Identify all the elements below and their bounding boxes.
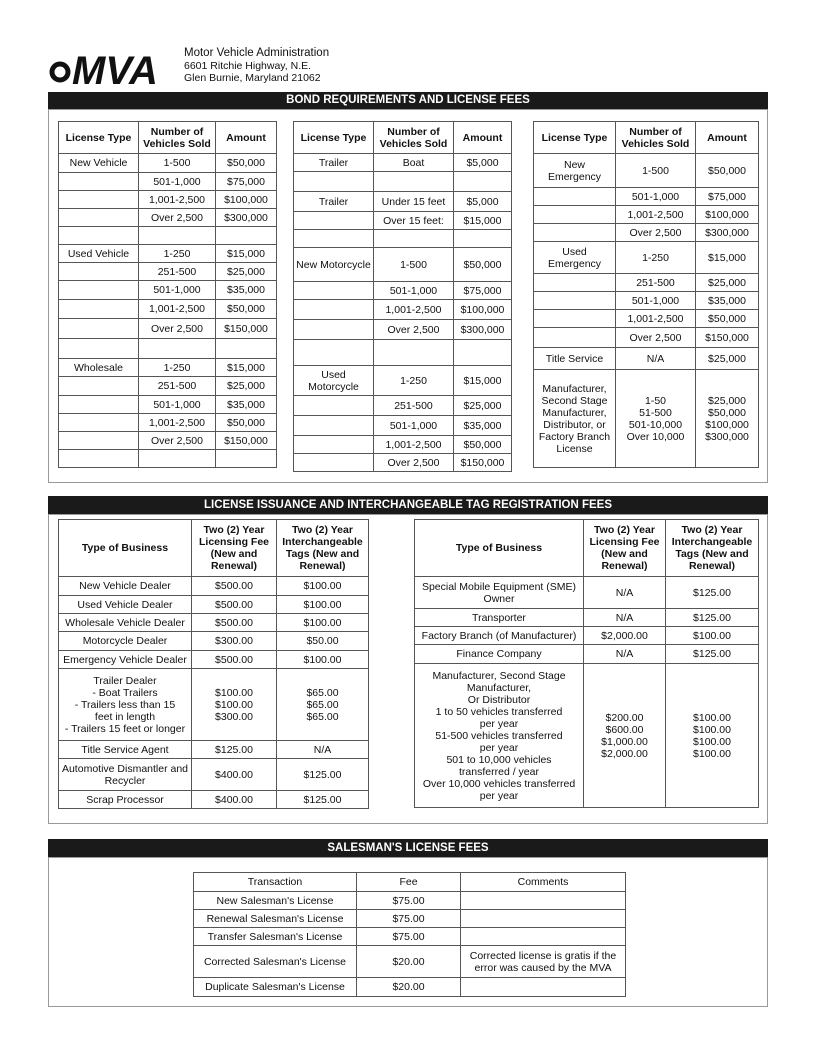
amount: $100,000 xyxy=(454,300,512,320)
line: feet in length xyxy=(94,710,156,723)
amount: $35,000 xyxy=(696,292,759,310)
amount: $150,000 xyxy=(696,328,759,348)
amount: $50,000 xyxy=(216,154,277,173)
col-license-type: License Type xyxy=(534,122,616,154)
business-type: New Vehicle Dealer xyxy=(59,577,192,596)
comment xyxy=(461,978,626,997)
amount: $100,000 xyxy=(705,418,749,431)
vehicles-sold: 501-1,000 xyxy=(374,282,454,300)
vehicles-sold: 251-500 xyxy=(139,377,216,396)
amount: $75,000 xyxy=(454,282,512,300)
vehicles-sold: 501-1,000 xyxy=(616,292,696,310)
tag-fee: $125.00 xyxy=(277,791,369,809)
comment: Corrected license is gratis if the error was caused by the MVA xyxy=(461,946,626,978)
tag-fee: $100.00 xyxy=(277,577,369,596)
amount: $100,000 xyxy=(216,191,277,209)
amount: $75,000 xyxy=(216,173,277,191)
vehicles-sold: Over 10,000 xyxy=(626,430,685,443)
licensing-fee: $2,000.00 xyxy=(584,627,666,645)
license-type: New Emergency xyxy=(534,154,616,188)
vehicles-sold: 1,001-2,500 xyxy=(139,414,216,432)
licensing-fee: $100.00 xyxy=(215,698,253,711)
vehicles-sold-list xyxy=(616,370,696,468)
line: per year xyxy=(479,741,519,754)
logo-ring-icon xyxy=(52,64,68,80)
tag-fee: $125.00 xyxy=(277,759,369,791)
vehicles-sold: 1-250 xyxy=(139,359,216,377)
license-type: New Vehicle xyxy=(59,154,139,173)
tag-fee: $125.00 xyxy=(666,577,759,609)
vehicles-sold: 1-250 xyxy=(616,242,696,274)
amount: $150,000 xyxy=(216,432,277,450)
business-type: Special Mobile Equipment (SME) Owner xyxy=(415,577,584,609)
amount: $50,000 xyxy=(708,406,746,419)
licensing-fee: $400.00 xyxy=(192,791,277,809)
license-type: Used Emergency xyxy=(534,242,616,274)
comment xyxy=(461,892,626,910)
line: Trailer Dealer xyxy=(93,674,157,687)
licensing-fee: $125.00 xyxy=(192,741,277,759)
vehicles-sold: Over 2,500 xyxy=(139,432,216,450)
org-name: Motor Vehicle Administration xyxy=(184,47,330,59)
amount: $150,000 xyxy=(454,454,512,472)
amount: $15,000 xyxy=(216,245,277,263)
vehicles-sold: 1-250 xyxy=(374,366,454,396)
amount: $50,000 xyxy=(216,414,277,432)
col-interchangeable-tags: Two (2) Year Interchangeable Tags (New and Renewal) xyxy=(277,520,369,577)
amount: $50,000 xyxy=(454,436,512,454)
licensing-fee: $500.00 xyxy=(192,614,277,632)
amount: $25,000 xyxy=(696,348,759,370)
bond-table-emergency-manufacturer xyxy=(533,121,759,468)
line: 51-500 vehicles transferred xyxy=(435,729,563,742)
line: Manufacturer, Second Stage xyxy=(432,669,566,682)
vehicles-sold: 501-1,000 xyxy=(374,416,454,436)
licensing-fee: $100.00 xyxy=(215,686,253,699)
amount: $300,000 xyxy=(454,320,512,340)
col-interchangeable-tags: Two (2) Year Interchangeable Tags (New and Renewal) xyxy=(666,520,759,577)
transaction: New Salesman's License xyxy=(194,892,357,910)
vehicles-sold: 1-50 xyxy=(644,394,666,407)
transaction: Corrected Salesman's License xyxy=(194,946,357,978)
issuance-table-right xyxy=(414,519,759,808)
fee: $20.00 xyxy=(357,978,461,997)
amount: $150,000 xyxy=(216,319,277,339)
col-vehicles-sold: Number of Vehicles Sold xyxy=(616,122,696,154)
vehicles-sold: 501-1,000 xyxy=(616,188,696,206)
vehicles-sold: 51-500 xyxy=(639,406,672,419)
vehicles-sold: Over 2,500 xyxy=(139,209,216,227)
bond-table-trailers-motorcycles xyxy=(293,121,512,472)
line: per year xyxy=(479,789,519,802)
line: Manufacturer, xyxy=(466,681,532,694)
licensing-fee: $2,000.00 xyxy=(601,747,648,760)
amount: $15,000 xyxy=(454,366,512,396)
col-comments: Comments xyxy=(461,873,626,892)
col-licensing-fee: Two (2) Year Licensing Fee (New and Renewal) xyxy=(192,520,277,577)
fee: $75.00 xyxy=(357,892,461,910)
vehicles-sold: 1-250 xyxy=(139,245,216,263)
vehicles-sold: 1-500 xyxy=(374,248,454,282)
vehicles-sold: 1-500 xyxy=(616,154,696,188)
vehicles-sold: Over 2,500 xyxy=(374,454,454,472)
business-type: Finance Company xyxy=(415,645,584,664)
amount: $50,000 xyxy=(696,310,759,328)
amount: $50,000 xyxy=(216,300,277,319)
line: - Trailers 15 feet or longer xyxy=(64,722,186,735)
tag-fee: N/A xyxy=(277,741,369,759)
col-amount: Amount xyxy=(454,122,512,154)
license-type: Title Service xyxy=(534,348,616,370)
business-type: Motorcycle Dealer xyxy=(59,632,192,651)
vehicles-sold: Boat xyxy=(374,154,454,172)
amount: $15,000 xyxy=(454,212,512,230)
org-address xyxy=(184,47,329,85)
fee: $75.00 xyxy=(357,910,461,928)
amount: $100,000 xyxy=(696,206,759,224)
fee: $20.00 xyxy=(357,946,461,978)
issuance-section-title: LICENSE ISSUANCE AND INTERCHANGEABLE TAG REGISTRATION FEES xyxy=(48,496,768,514)
business-type: Used Vehicle Dealer xyxy=(59,596,192,614)
address-line-2: Glen Burnie, Maryland 21062 xyxy=(184,72,321,84)
col-amount: Amount xyxy=(696,122,759,154)
col-license-type: License Type xyxy=(59,122,139,154)
tag-fee: $65.00 xyxy=(306,686,339,699)
business-type: Wholesale Vehicle Dealer xyxy=(59,614,192,632)
transaction: Transfer Salesman's License xyxy=(194,928,357,946)
licensing-fee: $500.00 xyxy=(192,651,277,669)
vehicles-sold: 501-1,000 xyxy=(139,173,216,191)
licensing-fee: $600.00 xyxy=(605,723,644,736)
line: per year xyxy=(479,717,519,730)
licensing-fee: $1,000.00 xyxy=(601,735,648,748)
col-license-type: License Type xyxy=(294,122,374,154)
business-type: Emergency Vehicle Dealer xyxy=(59,651,192,669)
salesman-section-title: SALESMAN'S LICENSE FEES xyxy=(48,839,768,857)
line: Or Distributor xyxy=(467,693,531,706)
vehicles-sold: 1,001-2,500 xyxy=(374,436,454,454)
tag-fee: $100.00 xyxy=(693,711,731,724)
licensing-fee-list xyxy=(584,664,666,808)
tag-fee: $100.00 xyxy=(277,651,369,669)
line: 1 to 50 vehicles transferred xyxy=(435,705,563,718)
business-type: Automotive Dismantler and Recycler xyxy=(59,759,192,791)
tag-fee: $100.00 xyxy=(277,596,369,614)
amount: $25,000 xyxy=(216,377,277,396)
col-vehicles-sold: Number of Vehicles Sold xyxy=(139,122,216,154)
vehicles-sold: 1,001-2,500 xyxy=(139,300,216,319)
logo-text: MVA xyxy=(72,49,158,90)
business-type-trailer-dealer xyxy=(59,669,192,741)
licensing-fee-list xyxy=(192,669,277,741)
business-type: Scrap Processor xyxy=(59,791,192,809)
amount-list xyxy=(696,370,759,468)
amount: $15,000 xyxy=(216,359,277,377)
licensing-fee: $300.00 xyxy=(192,632,277,651)
vehicles-sold: 251-500 xyxy=(139,263,216,281)
amount: $5,000 xyxy=(454,154,512,172)
vehicles-sold: 251-500 xyxy=(374,396,454,416)
amount: $300,000 xyxy=(216,209,277,227)
license-type: Used Vehicle xyxy=(59,245,139,263)
business-type-manufacturer xyxy=(415,664,584,808)
vehicles-sold: Over 2,500 xyxy=(616,224,696,242)
vehicles-sold: N/A xyxy=(616,348,696,370)
col-transaction: Transaction xyxy=(194,873,357,892)
tag-fee: $100.00 xyxy=(693,747,731,760)
transaction: Duplicate Salesman's License xyxy=(194,978,357,997)
amount: $35,000 xyxy=(216,396,277,414)
amount: $300,000 xyxy=(696,224,759,242)
amount: $35,000 xyxy=(216,281,277,300)
col-fee: Fee xyxy=(357,873,461,892)
amount: $25,000 xyxy=(454,396,512,416)
license-type: New Motorcycle xyxy=(294,248,374,282)
tag-fee-list xyxy=(666,664,759,808)
vehicles-sold: 1-500 xyxy=(139,154,216,173)
col-licensing-fee: Two (2) Year Licensing Fee (New and Renewal) xyxy=(584,520,666,577)
vehicles-sold: 1,001-2,500 xyxy=(374,300,454,320)
col-amount: Amount xyxy=(216,122,277,154)
business-type: Title Service Agent xyxy=(59,741,192,759)
licensing-fee: $300.00 xyxy=(215,710,253,723)
comment xyxy=(461,910,626,928)
tag-fee: $125.00 xyxy=(666,609,759,627)
vehicles-sold: 501-1,000 xyxy=(139,281,216,300)
licensing-fee: N/A xyxy=(584,645,666,664)
licensing-fee: $400.00 xyxy=(192,759,277,791)
amount: $15,000 xyxy=(696,242,759,274)
license-type: Trailer xyxy=(294,192,374,212)
vehicles-sold: 1,001-2,500 xyxy=(139,191,216,209)
licensing-fee: $500.00 xyxy=(192,596,277,614)
business-type: Transporter xyxy=(415,609,584,627)
bond-table-dealers xyxy=(58,121,277,468)
col-vehicles-sold: Number of Vehicles Sold xyxy=(374,122,454,154)
tag-fee: $50.00 xyxy=(277,632,369,651)
tag-fee: $65.00 xyxy=(306,710,339,723)
vehicles-sold: 501-10,000 xyxy=(628,418,683,431)
business-type: Factory Branch (of Manufacturer) xyxy=(415,627,584,645)
tag-fee: $100.00 xyxy=(666,627,759,645)
tag-fee: $125.00 xyxy=(666,645,759,664)
vehicles-sold: Over 2,500 xyxy=(616,328,696,348)
amount: $25,000 xyxy=(696,274,759,292)
vehicles-sold: Over 15 feet: xyxy=(374,212,454,230)
line: Over 10,000 vehicles transferred xyxy=(422,777,576,790)
vehicles-sold: 501-1,000 xyxy=(139,396,216,414)
bond-section-title: BOND REQUIREMENTS AND LICENSE FEES xyxy=(48,92,768,109)
amount: $75,000 xyxy=(696,188,759,206)
tag-fee: $100.00 xyxy=(693,723,731,736)
vehicles-sold: 251-500 xyxy=(616,274,696,292)
mva-logo xyxy=(48,46,178,90)
salesman-fees-table xyxy=(193,872,626,997)
issuance-table-left xyxy=(58,519,369,809)
vehicles-sold: 1,001-2,500 xyxy=(616,206,696,224)
amount: $50,000 xyxy=(696,154,759,188)
licensing-fee: $200.00 xyxy=(605,711,644,724)
line: - Trailers less than 15 xyxy=(74,698,176,711)
licensing-fee: $500.00 xyxy=(192,577,277,596)
amount: $300,000 xyxy=(705,430,749,443)
col-type-of-business: Type of Business xyxy=(59,520,192,577)
vehicles-sold: Over 2,500 xyxy=(374,320,454,340)
tag-fee: $65.00 xyxy=(306,698,339,711)
license-type: Manufacturer, Second Stage Manufacturer, Distributor, or Factory Branch License xyxy=(534,370,616,468)
vehicles-sold: 1,001-2,500 xyxy=(616,310,696,328)
transaction: Renewal Salesman's License xyxy=(194,910,357,928)
licensing-fee: N/A xyxy=(584,577,666,609)
tag-fee: $100.00 xyxy=(277,614,369,632)
license-type: Trailer xyxy=(294,154,374,172)
amount: $25,000 xyxy=(216,263,277,281)
license-type: Wholesale xyxy=(59,359,139,377)
line: transferred / year xyxy=(459,765,539,778)
col-type-of-business: Type of Business xyxy=(415,520,584,577)
vehicles-sold: Under 15 feet xyxy=(374,192,454,212)
line: - Boat Trailers xyxy=(92,686,158,699)
fee: $75.00 xyxy=(357,928,461,946)
licensing-fee: N/A xyxy=(584,609,666,627)
amount: $35,000 xyxy=(454,416,512,436)
amount: $25,000 xyxy=(708,394,746,407)
tag-fee: $100.00 xyxy=(693,735,731,748)
amount: $50,000 xyxy=(454,248,512,282)
line: 501 to 10,000 vehicles xyxy=(446,753,552,766)
license-type: Used Motorcycle xyxy=(294,366,374,396)
address-line-1: 6601 Ritchie Highway, N.E. xyxy=(184,59,312,72)
comment xyxy=(461,928,626,946)
tag-fee-list xyxy=(277,669,369,741)
vehicles-sold: Over 2,500 xyxy=(139,319,216,339)
amount: $5,000 xyxy=(454,192,512,212)
